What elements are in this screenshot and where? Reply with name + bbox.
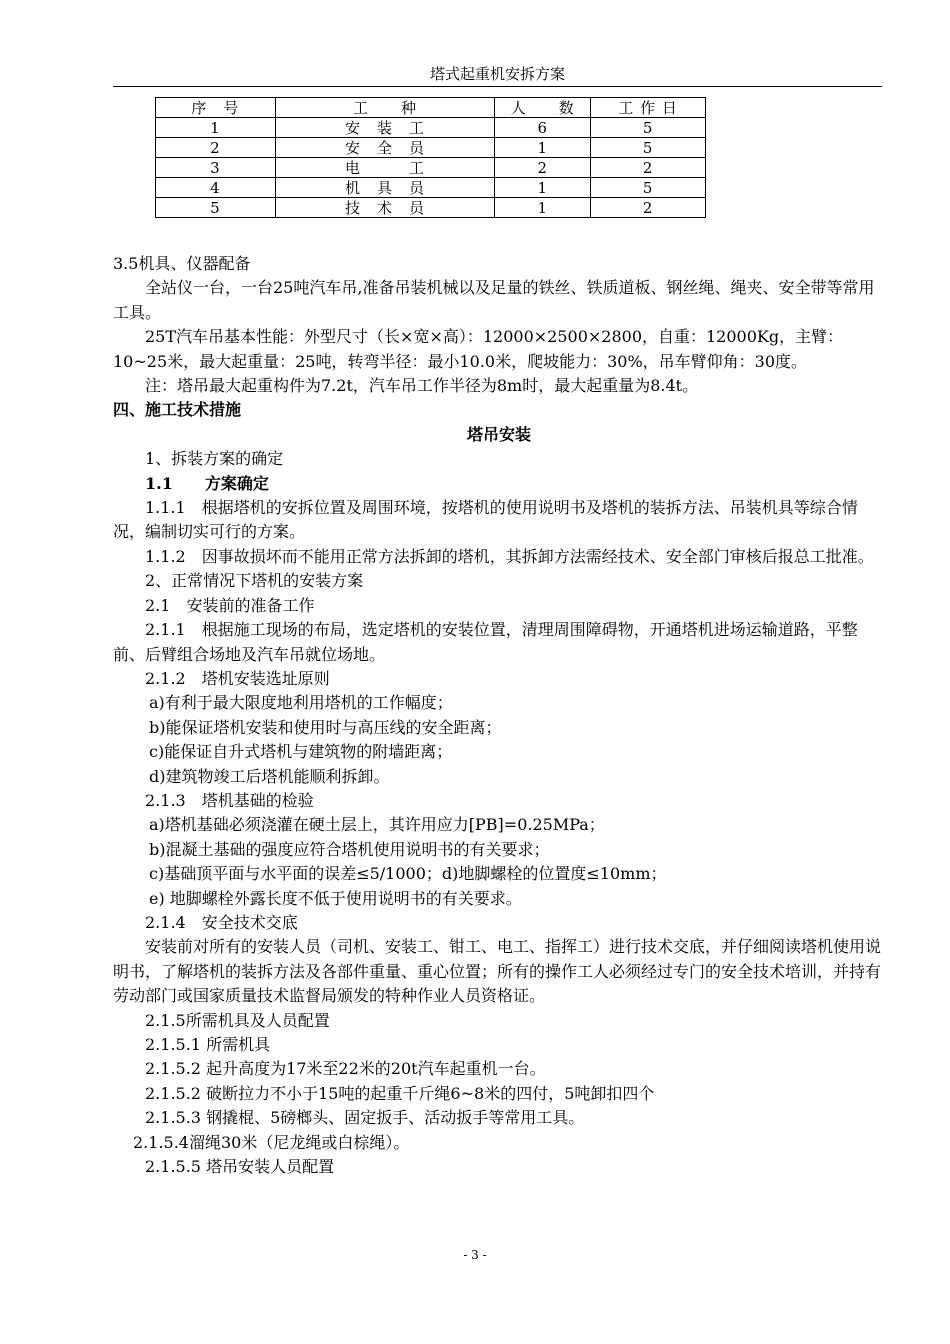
section-heading-technical-measures: 四、施工技术措施 (113, 400, 242, 420)
table-cell: 2 (156, 138, 276, 158)
table-cell: 电 工 (275, 158, 495, 178)
table-cell: 5 (591, 138, 706, 158)
document-body (113, 252, 885, 1179)
note: 注：塔吊最大起重构件为7.2t，汽车吊工作半径为8m时，最大起重量为8.4t。 (145, 376, 699, 396)
page-number: - 3 - (463, 1248, 487, 1262)
list-item: 2.1.5.3 钢撬棍、5磅榔头、固定扳手、活动扳手等常用工具。 (145, 1108, 585, 1128)
table-header-row (156, 98, 706, 118)
list-item: c)基础顶平面与水平面的误差≤5/1000；d)地脚螺栓的位置度≤10mm； (149, 864, 667, 884)
list-item: 2.1.5.2 破断拉力不小于15吨的起重千斤绳6~8米的四付，5吨卸扣四个 (145, 1083, 655, 1103)
list-item: e) 地脚螺栓外露长度不低于使用说明书的有关要求。 (149, 888, 522, 908)
list-item: 2.1.5.4溜绳30米（尼龙绳或白棕绳）。 (133, 1132, 410, 1152)
paragraph: 2.1.1 根据施工现场的布局，选定塔机的安装位置，清理周围障碍物，开通塔机进场运输道路，平整前、后臂组合场地及汽车吊就位场地。 (113, 620, 858, 664)
table-cell: 5 (156, 198, 276, 218)
list-item: 2.1.5.1 所需机具 (145, 1035, 271, 1054)
heading-level-2: 1.1 方案确定 (145, 473, 269, 493)
table-cell: 5 (591, 178, 706, 198)
table-cell: 4 (156, 178, 276, 198)
column-header: 工 种 (275, 98, 495, 118)
table-cell: 1 (495, 178, 591, 198)
table-cell: 1 (156, 118, 276, 138)
table-cell: 2 (591, 158, 706, 178)
page-header-title: 塔式起重机安拆方案 (429, 65, 565, 83)
paragraph: 1.1.2 因事故损坏而不能用正常方法拆卸的塔机，其拆卸方法需经技术、安全部门审核后报总工批准。 (145, 546, 874, 566)
heading-level-2: 2.1 安装前的准备工作 (145, 595, 315, 615)
table-cell: 机 具 员 (275, 178, 495, 198)
heading-level-1: 2、正常情况下塔机的安装方案 (145, 571, 364, 591)
table-cell: 6 (495, 118, 591, 138)
section-heading-equipment: 3.5机具、仪器配备 (113, 254, 251, 273)
list-item: c)能保证自升式塔机与建筑物的附墙距离； (149, 742, 453, 762)
table-row (156, 118, 706, 138)
heading-level-3: 2.1.3 塔机基础的检验 (145, 790, 314, 810)
paragraph: 全站仪一台，一台25吨汽车吊,准备吊装机械以及足量的铁丝、铁质道板、钢丝绳、绳夹、安全带等常用工具。 (113, 278, 875, 322)
paragraph: 1.1.1 根据塔机的安拆位置及周围环境，按塔机的使用说明书及塔机的装拆方法、吊装机具等综合情况，编制切实可行的方案。 (113, 498, 858, 542)
table-row (156, 178, 706, 198)
table-row (156, 198, 706, 218)
table-row (156, 158, 706, 178)
table-cell: 5 (591, 118, 706, 138)
table-cell: 2 (591, 198, 706, 218)
table-row (156, 138, 706, 158)
table-cell: 3 (156, 158, 276, 178)
table-cell: 安 全 员 (275, 138, 495, 158)
table-cell: 1 (495, 198, 591, 218)
table-cell: 2 (495, 158, 591, 178)
staffing-table (155, 97, 706, 218)
heading-level-1: 1、拆装方案的确定 (145, 449, 284, 469)
column-header: 人 数 (495, 98, 591, 118)
heading-level-3: 2.1.5所需机具及人员配置 (145, 1010, 330, 1030)
heading-level-3: 2.1.4 安全技术交底 (145, 912, 298, 932)
list-item: b)能保证塔机安装和使用时与高压线的安全距离； (149, 717, 502, 737)
list-item: 2.1.5.2 起升高度为17米至22米的20t汽车起重机一台。 (145, 1059, 546, 1079)
table-cell: 技 术 员 (275, 198, 495, 218)
list-item: b)混凝土基础的强度应符合塔机使用说明书的有关要求； (149, 839, 550, 859)
table-cell: 1 (495, 138, 591, 158)
list-item: a)有利于最大限度地利用塔机的工作幅度； (149, 693, 453, 713)
table-cell: 安 装 工 (275, 118, 495, 138)
column-header: 序 号 (156, 98, 276, 118)
paragraph: 25T汽车吊基本性能：外型尺寸（长×宽×高）：12000×2500×2800，自重：12000Kg，主臂：10~25米，最大起重量：25吨，转弯半径：最小10.0米，爬坡能力：30%，吊车臂仰角：30度。 (113, 327, 844, 371)
list-item: 2.1.5.5 塔吊安装人员配置 (145, 1157, 335, 1177)
list-item: a)塔机基础必须浇灌在硬土层上，其许用应力[PB]=0.25MPa； (149, 815, 605, 835)
header-divider (113, 86, 882, 87)
paragraph: 安装前对所有的安装人员（司机、安装工、钳工、电工、指挥工）进行技术交底，并仔细阅读塔机使用说明书，了解塔机的装拆方法及各部件重量、重心位置；所有的操作工人必须经过专门的安全技术培训，并持有劳动部门或国家质量技术监督局颁发的特种作业人员资格证。 (113, 937, 882, 1006)
list-item: d)建筑物竣工后塔机能顺利拆卸。 (149, 766, 390, 786)
column-header: 工 作 日 (591, 98, 706, 118)
heading-level-3: 2.1.2 塔机安装选址原则 (145, 668, 330, 688)
subsection-title-crane-installation: 塔吊安装 (466, 424, 531, 444)
